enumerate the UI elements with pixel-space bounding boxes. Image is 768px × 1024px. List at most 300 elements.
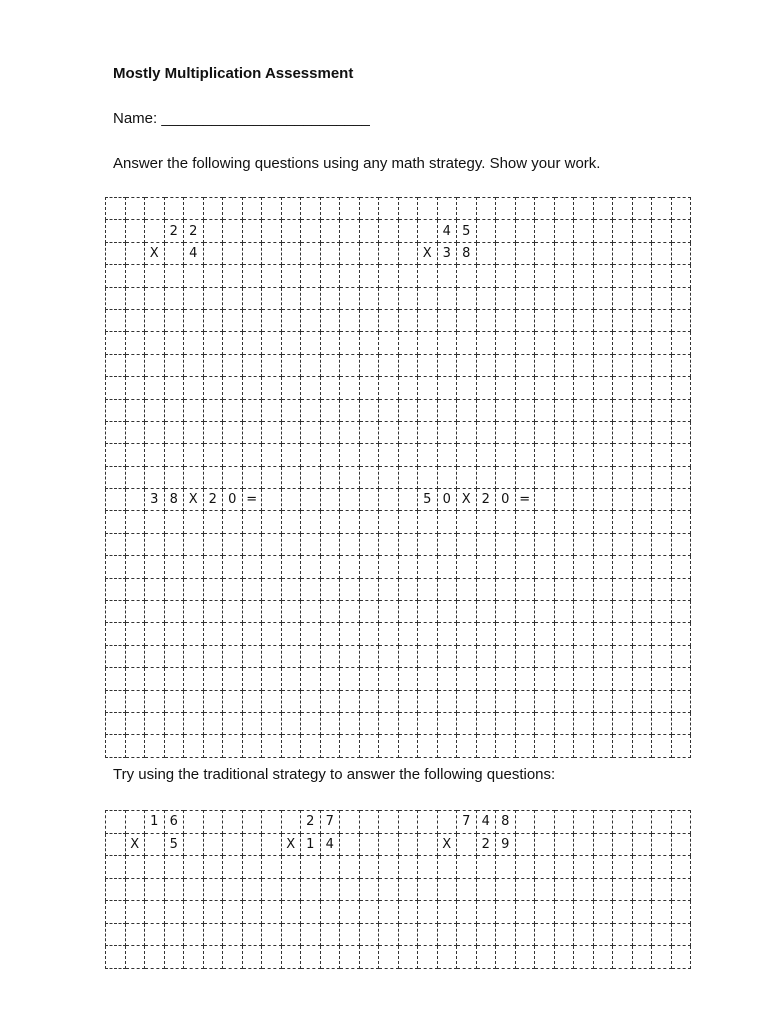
grid-cell [437,923,457,946]
grid-cell [106,601,126,623]
grid-row [106,489,691,511]
grid-cell [359,444,379,466]
grid-cell [203,332,223,354]
grid-cell [554,489,574,511]
grid-cell [359,198,379,220]
grid-cell [652,601,672,623]
grid-cell [281,856,301,879]
problem-digit: X [125,833,145,856]
grid-cell [242,309,262,331]
grid-cell [262,265,282,287]
grid-cell [379,466,399,488]
grid-cell [554,533,574,555]
grid-cell [379,833,399,856]
grid-cell [613,690,633,712]
grid-cell [164,511,184,533]
grid-cell [359,556,379,578]
grid-cell [535,645,555,667]
grid-cell [593,735,613,757]
grid-cell [671,623,691,645]
grid-cell [125,901,145,924]
grid-cell [106,444,126,466]
grid-cell [496,923,516,946]
grid-cell [359,735,379,757]
grid-cell [418,533,438,555]
grid-cell [613,946,633,969]
grid-cell [106,578,126,600]
grid-cell [242,856,262,879]
grid-cell [281,556,301,578]
grid-cell [437,690,457,712]
grid-cell [106,220,126,242]
grid-cell [496,466,516,488]
grid-cell [203,377,223,399]
grid-cell [145,309,165,331]
grid-cell [496,878,516,901]
grid-cell [476,578,496,600]
grid-cell [593,811,613,834]
grid-cell [652,856,672,879]
grid-cell [554,556,574,578]
grid-cell [223,421,243,443]
grid-cell [164,444,184,466]
grid-cell [223,198,243,220]
grid-cell [359,489,379,511]
grid-cell [223,354,243,376]
grid-cell [145,712,165,734]
grid-cell [476,645,496,667]
grid-cell [359,421,379,443]
grid-cell [379,332,399,354]
grid-cell [281,444,301,466]
grid-cell [301,399,321,421]
grid-cell [340,712,360,734]
grid-cell [515,220,535,242]
grid-cell [145,511,165,533]
grid-row [106,511,691,533]
grid-cell [418,198,438,220]
problem-digit: 0 [437,489,457,511]
problem-digit: 8 [496,811,516,834]
grid-cell [262,946,282,969]
grid-cell [574,332,594,354]
grid-cell [184,421,204,443]
grid-cell [281,533,301,555]
grid-row [106,265,691,287]
grid-cell [145,601,165,623]
grid-cell [184,668,204,690]
grid-cell [632,287,652,309]
grid-cell [496,332,516,354]
grid-cell [671,735,691,757]
grid-cell [574,735,594,757]
grid-cell [593,946,613,969]
grid-cell [301,421,321,443]
grid-cell [125,220,145,242]
grid-cell [652,220,672,242]
grid-cell [554,377,574,399]
grid-cell [535,623,555,645]
grid-cell [340,878,360,901]
grid-cell [554,220,574,242]
grid-cell [359,287,379,309]
grid-cell [535,354,555,376]
grid-cell [593,287,613,309]
problem-digit: X [281,833,301,856]
grid-cell [340,556,360,578]
grid-cell [125,623,145,645]
grid-cell [574,466,594,488]
grid-cell [203,399,223,421]
grid-cell [613,811,633,834]
grid-cell [593,198,613,220]
grid-cell [125,421,145,443]
grid-cell [476,623,496,645]
grid-cell [320,444,340,466]
grid-cell [340,833,360,856]
grid-cell [476,856,496,879]
grid-cell [223,735,243,757]
grid-cell [535,220,555,242]
grid-row [106,287,691,309]
grid-cell [320,466,340,488]
problem-digit: X [418,242,438,264]
grid-cell [203,923,223,946]
grid-cell [184,511,204,533]
grid-cell [652,399,672,421]
grid-cell [632,466,652,488]
grid-cell [515,444,535,466]
grid-cell [184,354,204,376]
grid-cell [476,735,496,757]
grid-cell [574,242,594,264]
grid-cell [106,946,126,969]
grid-cell [671,242,691,264]
grid-cell [457,511,477,533]
grid-cell [320,712,340,734]
grid-cell [671,489,691,511]
grid-cell [320,946,340,969]
problem-digit: 3 [145,489,165,511]
grid-cell [379,811,399,834]
grid-cell [301,901,321,924]
problem-digit: 5 [418,489,438,511]
grid-cell [437,735,457,757]
grid-cell [145,287,165,309]
grid-cell [301,287,321,309]
grid-cell [320,923,340,946]
grid-cell [437,668,457,690]
grid-cell [125,511,145,533]
grid-cell [574,265,594,287]
grid-cell [652,668,672,690]
grid-cell [613,533,633,555]
grid-cell [340,533,360,555]
grid-cell [593,466,613,488]
grid-cell [652,645,672,667]
grid-cell [632,811,652,834]
grid-cell [145,265,165,287]
grid-cell [281,712,301,734]
grid-cell [242,220,262,242]
grid-cell [223,690,243,712]
grid-cell [632,946,652,969]
grid-cell [593,489,613,511]
grid-cell [340,377,360,399]
grid-cell [515,901,535,924]
grid-cell [476,556,496,578]
grid-cell [398,901,418,924]
grid-cell [359,690,379,712]
grid-row [106,220,691,242]
grid-cell [340,287,360,309]
grid-cell [145,377,165,399]
grid-row [106,377,691,399]
grid-cell [535,489,555,511]
grid-cell [652,878,672,901]
grid-cell [535,377,555,399]
grid-cell [554,946,574,969]
grid-cell [613,444,633,466]
grid-cell [242,668,262,690]
grid-cell [398,601,418,623]
grid-cell [223,377,243,399]
grid-cell [164,309,184,331]
problem-digit: 2 [164,220,184,242]
grid-cell [418,556,438,578]
grid-cell [476,309,496,331]
grid-cell [125,377,145,399]
grid-cell [437,878,457,901]
grid-cell [379,645,399,667]
grid-cell [145,354,165,376]
grid-cell [418,421,438,443]
grid-cell [145,198,165,220]
grid-cell [515,946,535,969]
grid-cell [613,332,633,354]
grid-cell [554,923,574,946]
grid-cell [379,735,399,757]
grid-cell [457,712,477,734]
grid-cell [515,833,535,856]
grid-cell [223,511,243,533]
grid-cell [320,901,340,924]
grid-cell [164,923,184,946]
problem-digit: 4 [184,242,204,264]
grid-cell [593,399,613,421]
grid-cell [671,833,691,856]
grid-cell [554,309,574,331]
grid-cell [476,601,496,623]
grid-cell [320,421,340,443]
grid-cell [515,265,535,287]
grid-cell [340,735,360,757]
grid-cell [457,735,477,757]
grid-cell [574,309,594,331]
grid-cell [262,668,282,690]
grid-cell [203,856,223,879]
grid-cell [574,668,594,690]
grid-cell [145,332,165,354]
grid-cell [301,556,321,578]
grid-cell [203,309,223,331]
grid-cell [632,511,652,533]
grid-cell [203,601,223,623]
grid-cell [145,901,165,924]
grid-cell [496,946,516,969]
grid-cell [301,332,321,354]
grid-cell [262,901,282,924]
grid-cell [613,198,633,220]
grid-cell [535,901,555,924]
grid-cell [379,265,399,287]
problem-digit: 2 [301,811,321,834]
grid-cell [106,856,126,879]
grid-cell [203,421,223,443]
grid-cell [359,466,379,488]
grid-cell [554,421,574,443]
grid-cell [125,735,145,757]
grid-cell [106,466,126,488]
grid-cell [671,856,691,879]
grid-cell [223,444,243,466]
grid-cell [223,556,243,578]
grid-cell [418,946,438,969]
grid-cell [554,712,574,734]
grid-cell [554,668,574,690]
grid-cell [398,735,418,757]
grid-cell [320,198,340,220]
grid-cell [281,265,301,287]
grid-cell [281,220,301,242]
grid-cell [379,901,399,924]
grid-cell [632,377,652,399]
grid-cell [379,690,399,712]
grid-cell [496,287,516,309]
grid-cell [242,399,262,421]
grid-cell [632,309,652,331]
grid-cell [671,399,691,421]
grid-cell [437,578,457,600]
grid-cell [515,878,535,901]
grid-cell [203,354,223,376]
grid-cell [418,712,438,734]
grid-cell [301,444,321,466]
problem-digit: 8 [164,489,184,511]
grid-cell [359,601,379,623]
grid-cell [535,833,555,856]
grid-cell [262,533,282,555]
grid-cell [457,833,477,856]
grid-cell [554,354,574,376]
grid-cell [418,856,438,879]
grid-cell [574,690,594,712]
grid-cell [320,354,340,376]
grid-cell [593,309,613,331]
grid-cell [496,198,516,220]
grid-cell [223,265,243,287]
grid-cell [554,645,574,667]
grid-cell [652,242,672,264]
grid-cell [359,668,379,690]
grid-cell [281,623,301,645]
grid-cell [515,309,535,331]
grid-cell [242,601,262,623]
grid-cell [262,198,282,220]
grid-cell [203,811,223,834]
grid-cell [496,556,516,578]
grid-cell [242,712,262,734]
grid-cell [476,712,496,734]
grid-cell [613,377,633,399]
grid-cell [320,377,340,399]
grid-cell [340,309,360,331]
grid-cell [398,489,418,511]
grid-cell [515,735,535,757]
grid-cell [164,946,184,969]
grid-cell [457,923,477,946]
grid-cell [301,923,321,946]
problem-digit: 1 [145,811,165,834]
grid-cell [340,578,360,600]
grid-cell [184,946,204,969]
grid-cell [106,833,126,856]
grid-cell [340,668,360,690]
grid-cell [223,309,243,331]
problem-digit: = [242,489,262,511]
grid-cell [632,399,652,421]
grid-cell [262,735,282,757]
grid-cell [496,668,516,690]
grid-cell [437,287,457,309]
grid-cell [437,265,457,287]
grid-cell [632,923,652,946]
grid-cell [671,690,691,712]
problem-digit: X [184,489,204,511]
grid-cell [398,265,418,287]
grid-cell [613,645,633,667]
grid-cell [632,265,652,287]
grid-cell [379,421,399,443]
grid-cell [613,878,633,901]
grid-cell [359,309,379,331]
grid-cell [340,421,360,443]
grid-cell [262,878,282,901]
grid-cell [320,623,340,645]
grid-cell [652,489,672,511]
grid-cell [242,332,262,354]
grid-cell [515,923,535,946]
grid-cell [320,735,340,757]
grid-cell [242,690,262,712]
grid-cell [398,220,418,242]
grid-cell [242,645,262,667]
grid-cell [496,421,516,443]
grid-cell [106,690,126,712]
grid-cell [145,556,165,578]
grid-cell [496,712,516,734]
grid-cell [223,811,243,834]
grid-row [106,811,691,834]
grid-cell [359,878,379,901]
grid-cell [164,645,184,667]
grid-cell [379,668,399,690]
grid-row [106,623,691,645]
grid-cell [535,265,555,287]
grid-cell [593,377,613,399]
problem-digit: 4 [476,811,496,834]
grid-cell [281,399,301,421]
